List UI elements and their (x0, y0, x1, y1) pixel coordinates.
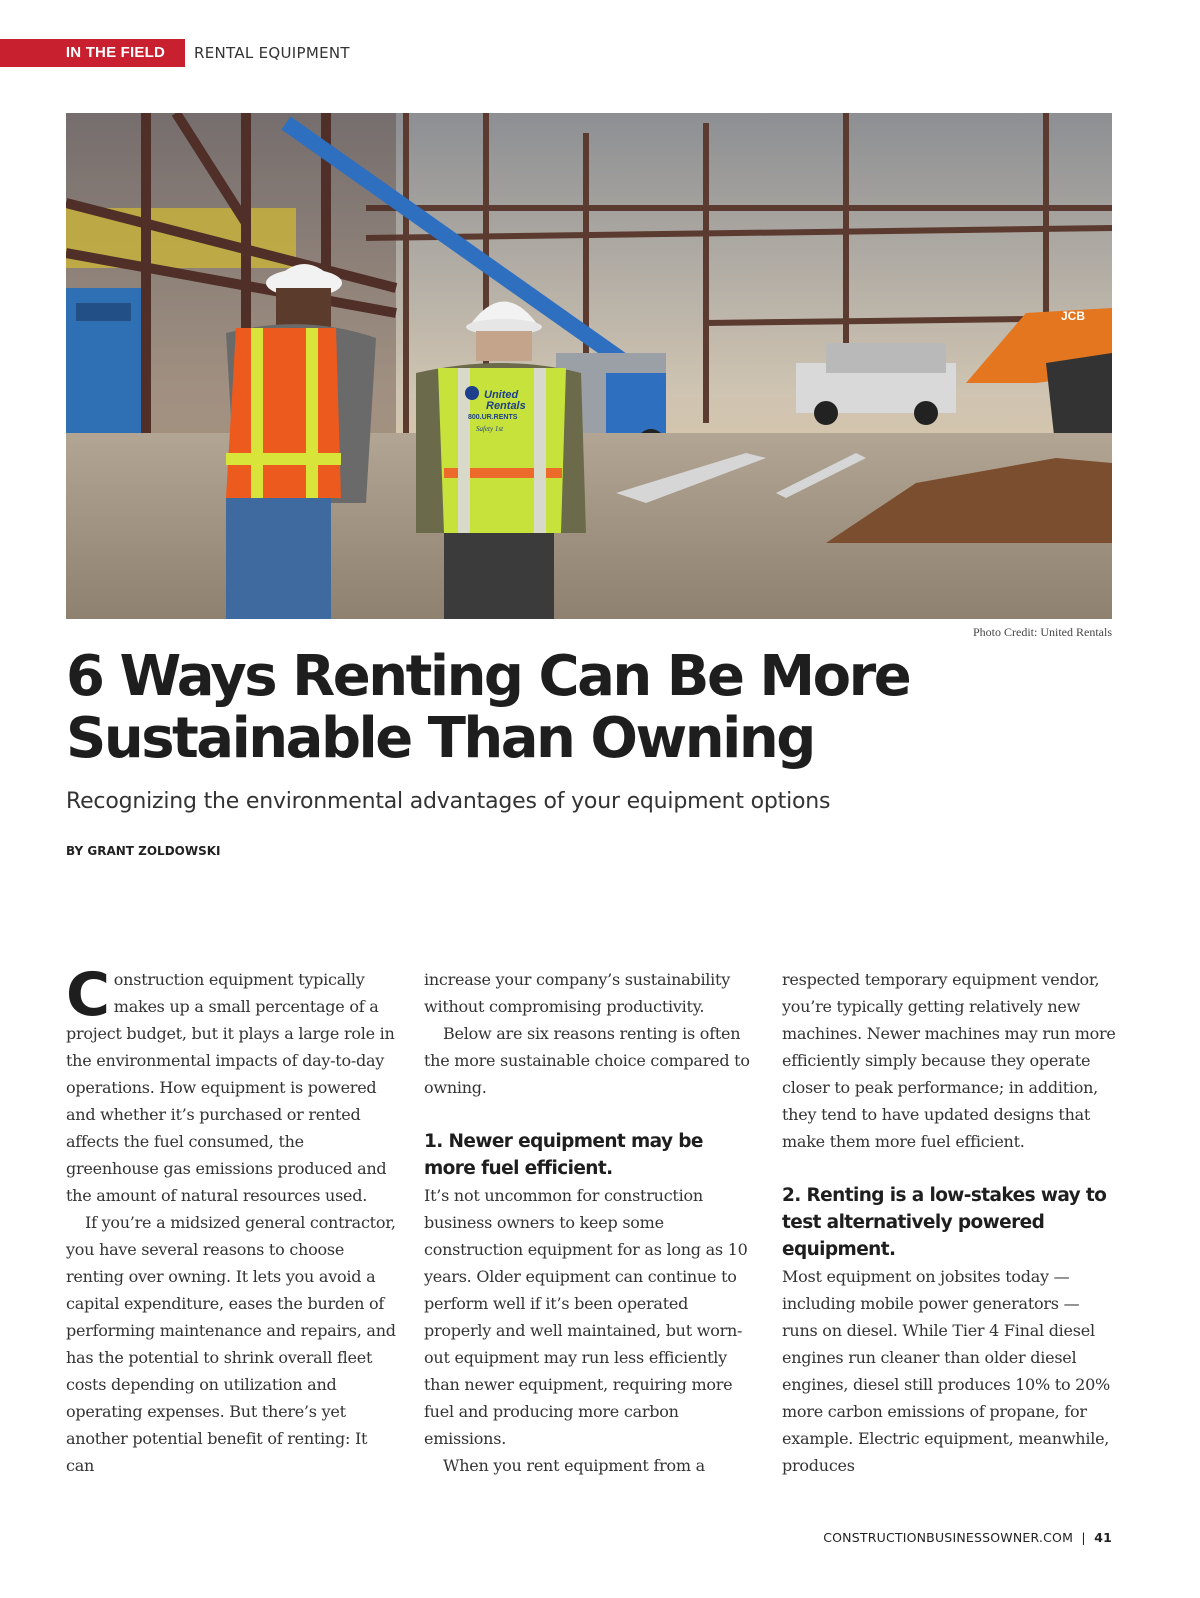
article-title: 6 Ways Renting Can Be More Sustainable Than Owning (66, 644, 910, 771)
paragraph: increase your company’s sustainability without compromising productivity. (424, 970, 731, 1016)
subheading-2: 2. Renting is a low-stakes way to test alternatively powered equipment. (782, 1185, 1107, 1260)
footer-separator: | (1081, 1530, 1086, 1545)
paragraph: respected temporary equipment vendor, you’re typically getting relatively new machines. Newer machines may run more efficiently simply because they operate closer to peak performance; in addition, they tend to have updated designs that make them more fuel efficient. (782, 970, 1116, 1151)
paragraph (66, 960, 400, 1209)
hero-photo (66, 113, 1112, 619)
column-2 (424, 966, 758, 1479)
article-subtitle: Recognizing the environmental advantages of your equipment options (66, 789, 831, 814)
paragraph: Below are six reasons renting is often the more sustainable choice compared to owning. (424, 1024, 750, 1097)
section-name: RENTAL EQUIPMENT (194, 44, 350, 62)
page-number: 41 (1094, 1530, 1112, 1545)
page-footer (823, 1530, 1112, 1545)
column-1 (66, 960, 400, 1479)
byline: BY GRANT ZOLDOWSKI (66, 844, 221, 858)
paragraph: It’s not uncommon for construction business owners to keep some construction equipment for as long as 10 years. Older equipment can continue to perform well if it’s been operated properly and well maintained, but worn-out equipment may run less efficiently than newer equipment, requiring more fuel and producing more carbon emissions. (424, 1186, 748, 1448)
column-3 (782, 966, 1116, 1479)
vest-logo-rentals: Rentals (486, 400, 526, 412)
jcb-label: JCB (1061, 309, 1086, 323)
paragraph-text: onstruction equipment typically makes up a small percentage of a project budget, but it plays a large role in the environmental impacts of day-to-day operations. How equipment is powered and whether it’s purchased or rented affects the fuel consumed, the greenhouse gas emissions produced and the amount of natural resources used. (66, 970, 395, 1205)
drop-cap: C (66, 960, 110, 1030)
vest-phone: 800.UR.RENTS (468, 414, 518, 421)
paragraph: When you rent equipment from a (443, 1456, 705, 1475)
subheading-1: 1. Newer equipment may be more fuel efficient. (424, 1131, 703, 1179)
photo-credit: Photo Credit: United Rentals (973, 625, 1112, 639)
section-tag: IN THE FIELD (0, 39, 185, 67)
paragraph: If you’re a midsized general contractor, you have several reasons to choose renting over owning. It lets you avoid a capital expenditure, eases the burden of performing maintenance and repairs, and has the potential to shrink overall fleet costs depending on utilization and operating expenses. But there’s yet another potential benefit of renting: It can (66, 1213, 396, 1475)
paragraph: Most equipment on jobsites today — including mobile power generators — runs on diesel. While Tier 4 Final diesel engines run cleaner than older diesel engines, diesel still produces 10% to 20% more carbon emissions of propane, for example. Electric equipment, meanwhile, produces (782, 1267, 1110, 1475)
vest-logo-united: United (484, 389, 519, 401)
footer-site: CONSTRUCTIONBUSINESSOWNER.COM (823, 1530, 1074, 1545)
vest-slogan: Safety 1st (476, 425, 504, 433)
